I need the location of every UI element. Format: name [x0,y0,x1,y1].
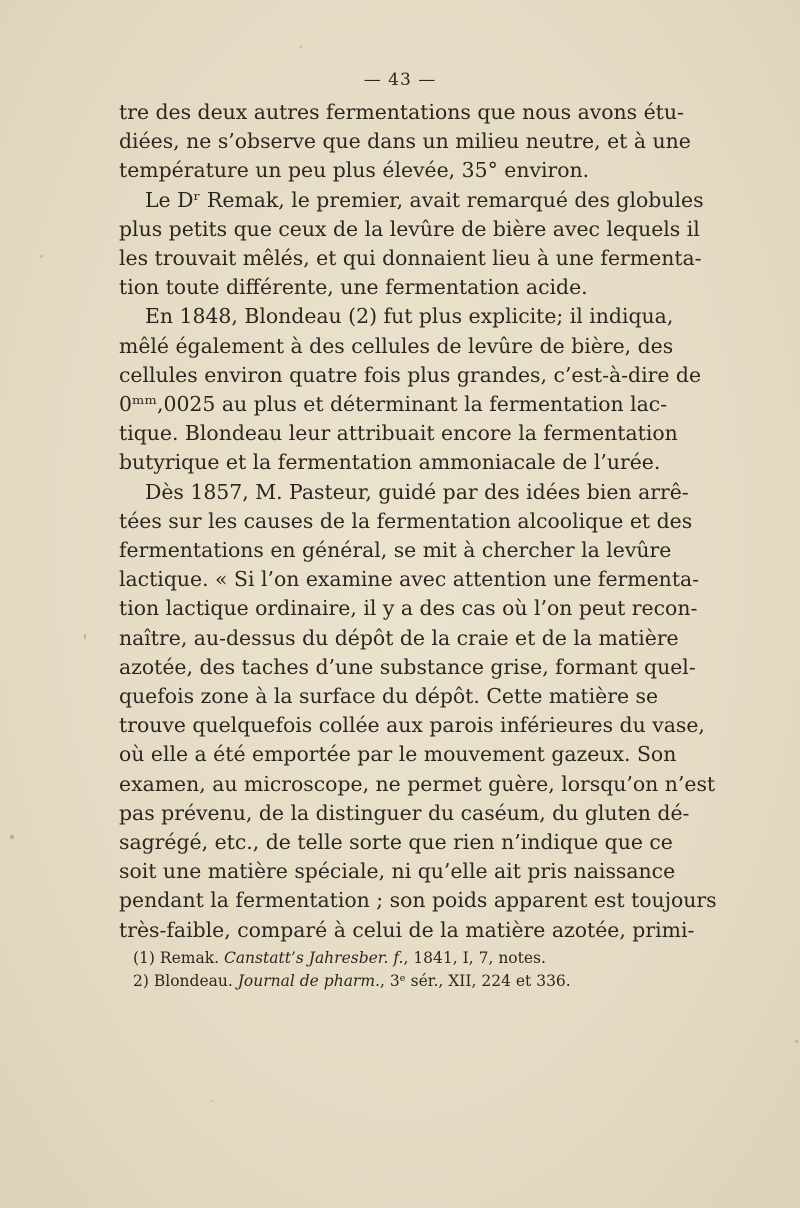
footnote-ref: , 1841, I, 7, notes. [403,949,546,967]
text-line: quefois zone à la surface du dépôt. Cette matière se [119,684,659,709]
footnote-title: Canstatt’s Jahresber. f. [223,949,404,967]
text-line: soit une matière spéciale, ni qu’elle ait pris naissance [119,859,676,884]
footnote-1 [133,947,653,970]
paper-speck [795,1040,798,1043]
text-line: sagrégé, etc., de telle sorte que rien n’indique que ce [119,830,673,855]
text-line: plus petits que ceux de la levûre de bière avec lequels il [119,216,700,241]
paper-speck [10,835,14,839]
text-line: tique. Blondeau leur attribuait encore la fermentation [119,421,678,446]
paper-speck [84,634,86,639]
text-line: 0ᵐᵐ,0025 au plus et déterminant la fermentation lac- [119,392,668,417]
footnote-title: Journal de pharm. [237,972,380,990]
text-line: tées sur les causes de la fermentation alcoolique et des [119,508,693,533]
text-line: trouve quelquefois collée aux parois inférieures du vase, [119,713,705,738]
paper-speck [40,255,43,258]
footnote-author: Remak. [159,949,220,967]
text-line: diées, ne s’observe que dans un milieu neutre, et à une [119,129,691,154]
footnote-ref: , 3ᵉ sér., XII, 224 et 336. [379,972,571,990]
text-line: lactique. « Si l’on examine avec attention une fermenta- [119,567,700,592]
text-line: tion lactique ordinaire, il y a des cas où l’on peut recon- [119,596,698,621]
text-line: butyrique et la fermentation ammoniacale de l’urée. [119,450,661,475]
text-line: où elle a été emportée par le mouvement gazeux. Son [119,742,677,767]
footnote-marker: (1) [133,949,155,967]
paper-speck [210,1100,213,1102]
text-line: examen, au microscope, ne permet guère, lorsqu’on n’est [119,771,716,796]
text-line: fermentations en général, se mit à chercher la levûre [119,538,672,563]
text-line: En 1848, Blondeau (2) fut plus explicite; il indiqua, [145,304,674,329]
text-line: les trouvait mêlés, et qui donnaient lieu à une fermenta- [119,246,702,271]
text-line: Le Dʳ Remak, le premier, avait remarqué des globules [145,187,704,212]
text-line: température un peu plus élevée, 35° environ. [119,158,590,183]
text-line: pas prévenu, de la distinguer du caséum, du gluten dé- [119,800,690,825]
footnote-author: Blondeau. [153,972,233,990]
text-line: Dès 1857, M. Pasteur, guidé par des idées bien arrê- [145,479,689,504]
text-line: tion toute différente, une fermentation acide. [119,275,588,300]
text-line: tre des deux autres fermentations que nous avons étu- [119,100,684,124]
text-line: cellules environ quatre fois plus grandes, c’est-à-dire de [119,362,702,387]
paper-speck [300,45,302,49]
page-number: — 43 — [363,70,437,90]
text-line: azotée, des taches d’une substance grise, formant quel- [119,654,696,679]
text-line: pendant la fermentation ; son poids apparent est toujours [119,888,717,913]
body-text [119,98,717,945]
footnote-marker: 2) [133,972,149,990]
footnote-2 [133,970,653,993]
text-line: mêlé également à des cellules de levûre de bière, des [119,333,674,358]
footnotes [133,947,653,993]
text-line: naître, au-dessus du dépôt de la craie et de la matière [119,625,679,650]
text-line: très-faible, comparé à celui de la matière azotée, primi- [119,917,695,942]
